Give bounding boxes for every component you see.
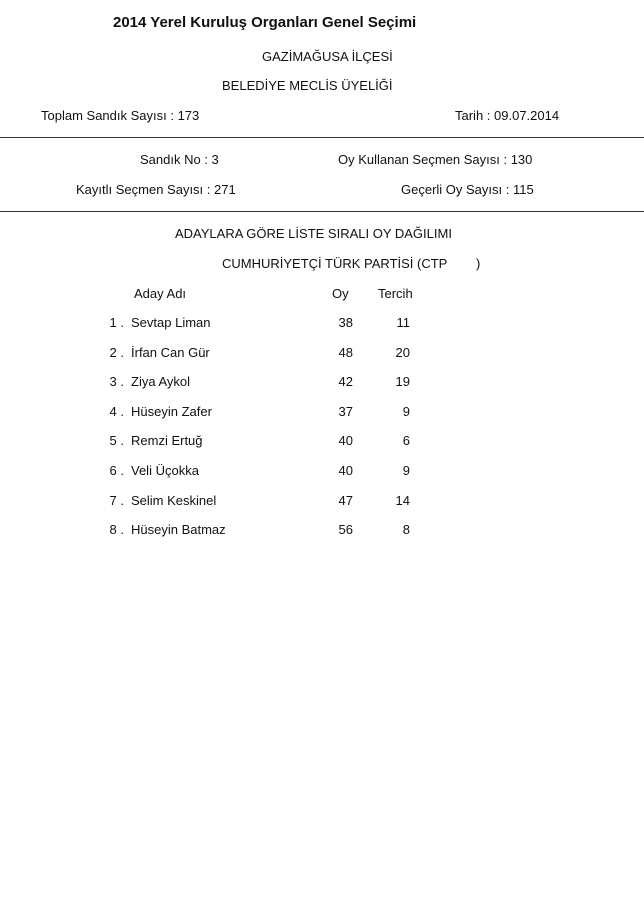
header-votes: Oy — [332, 286, 349, 301]
candidate-name: Remzi Ertuğ — [131, 433, 203, 448]
candidate-preference: 14 — [395, 493, 410, 508]
row-index: 8 . — [109, 522, 124, 537]
divider-bottom — [0, 211, 644, 212]
section-heading: ADAYLARA GÖRE LİSTE SIRALI OY DAĞILIMI — [175, 226, 452, 241]
candidate-votes: 40 — [338, 463, 353, 478]
row-index: 2 . — [109, 345, 124, 360]
candidate-votes: 38 — [338, 315, 353, 330]
row-index: 1 . — [109, 315, 124, 330]
candidate-name: Selim Keskinel — [131, 493, 217, 508]
candidate-name: Hüseyin Batmaz — [131, 522, 226, 537]
candidate-votes: 56 — [338, 522, 353, 537]
box-number: Sandık No : 3 — [140, 152, 219, 167]
candidate-preference: 8 — [402, 522, 410, 537]
header-candidate-name: Aday Adı — [134, 286, 187, 301]
registered-voters: Kayıtlı Seçmen Sayısı : 271 — [76, 182, 236, 197]
total-boxes: Toplam Sandık Sayısı : 173 — [41, 108, 200, 123]
election-type: BELEDİYE MECLİS ÜYELİĞİ — [222, 78, 393, 93]
candidate-preference: 9 — [402, 404, 410, 419]
candidate-votes: 42 — [338, 374, 353, 389]
district-name: GAZİMAĞUSA İLÇESİ — [262, 49, 393, 64]
candidate-name: Ziya Aykol — [131, 374, 191, 389]
header-preference: Tercih — [378, 286, 413, 301]
candidate-votes: 47 — [338, 493, 353, 508]
report-date: Tarih : 09.07.2014 — [455, 108, 560, 123]
candidate-votes: 37 — [338, 404, 353, 419]
divider-top — [0, 137, 644, 138]
candidate-votes: 40 — [338, 433, 353, 448]
row-index: 6 . — [109, 463, 124, 478]
candidate-name: Hüseyin Zafer — [131, 404, 212, 419]
candidate-preference: 11 — [396, 315, 410, 330]
candidate-preference: 9 — [402, 463, 410, 478]
candidate-name: Sevtap Liman — [131, 315, 211, 330]
document-title: 2014 Yerel Kuruluş Organları Genel Seçimi — [113, 14, 417, 31]
candidate-preference: 20 — [395, 345, 410, 360]
candidate-votes: 48 — [338, 345, 353, 360]
valid-votes: Geçerli Oy Sayısı : 115 — [401, 182, 534, 197]
candidate-preference: 6 — [402, 433, 410, 448]
row-index: 4 . — [109, 404, 124, 419]
candidate-name: İrfan Can Gür — [131, 345, 210, 360]
row-index: 3 . — [109, 374, 124, 389]
candidate-name: Veli Üçokka — [131, 463, 199, 478]
row-index: 5 . — [109, 433, 124, 448]
party-name: CUMHURİYETÇİ TÜRK PARTİSİ (CTP ) — [222, 256, 481, 271]
candidate-preference: 19 — [395, 374, 410, 389]
voters-used: Oy Kullanan Seçmen Sayısı : 130 — [338, 152, 533, 167]
row-index: 7 . — [109, 493, 124, 508]
